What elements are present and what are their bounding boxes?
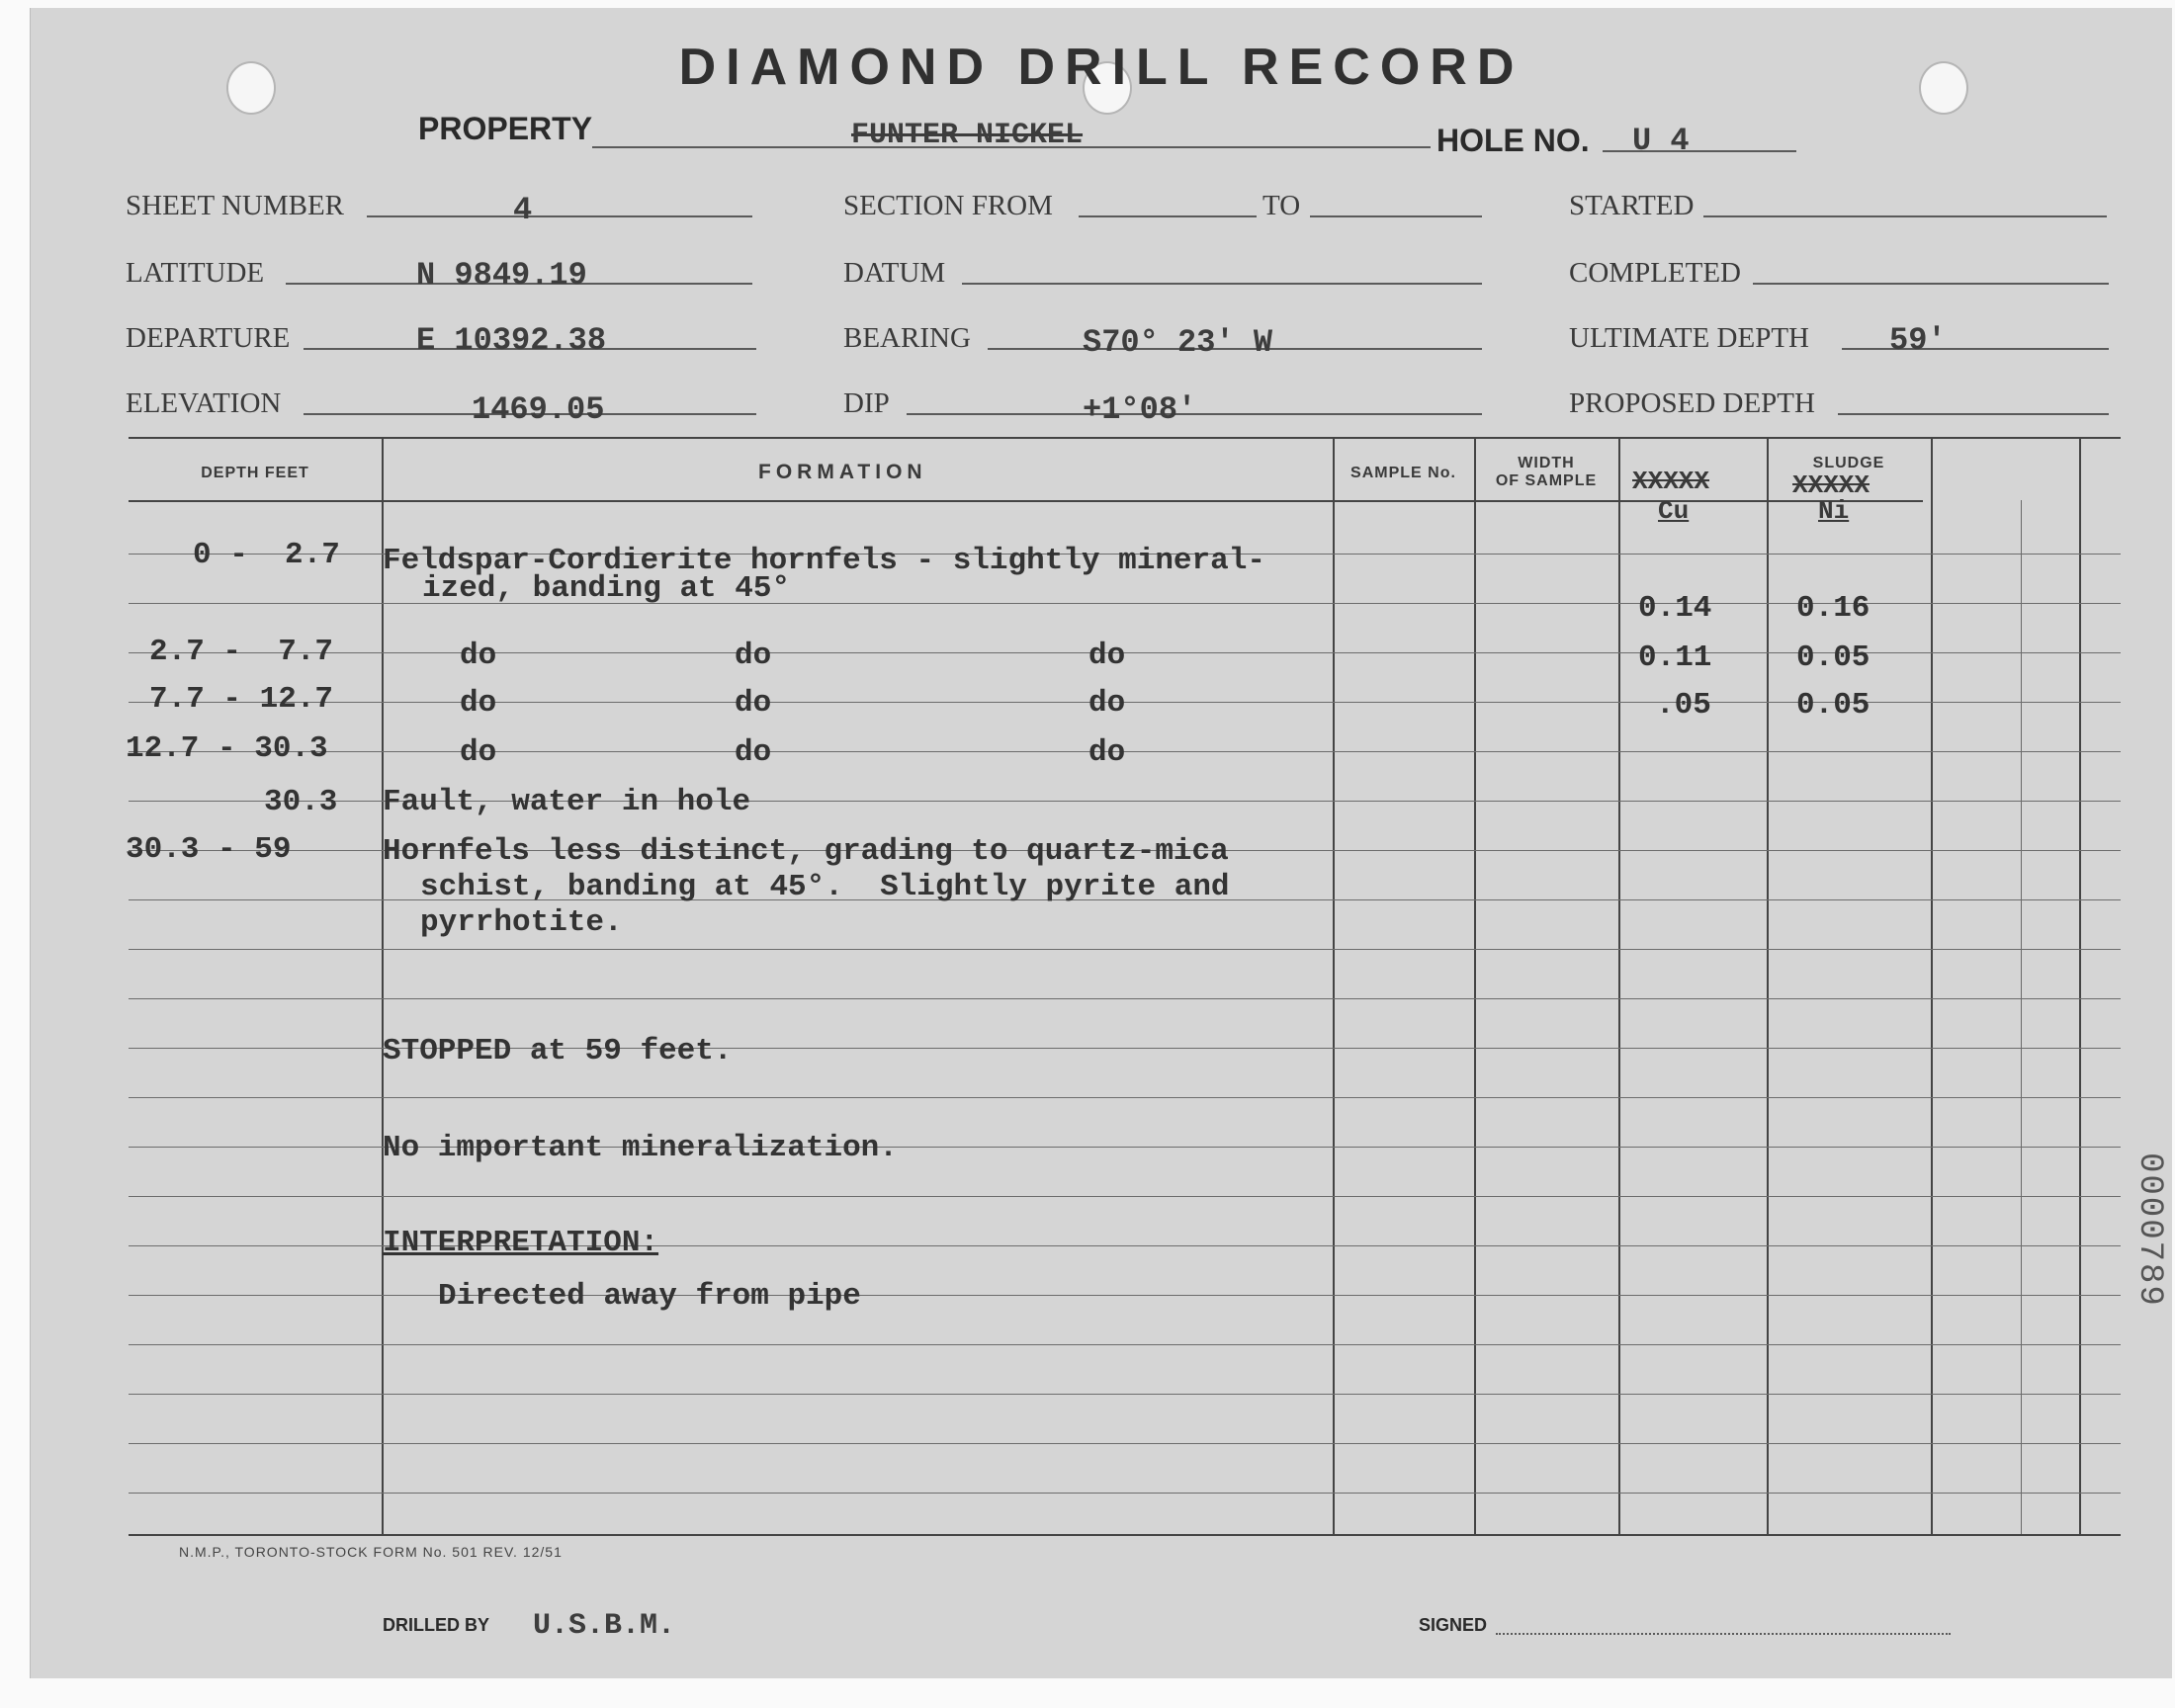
col-divider-formation (1333, 437, 1335, 1534)
col-divider-depth (382, 437, 384, 1534)
ni-value: 0.05 (1796, 640, 1870, 675)
ruled-line (129, 998, 2121, 999)
signed-line[interactable] (1496, 1633, 1951, 1635)
formation-text: ized, banding at 45° (422, 571, 791, 606)
header-formation: FORMATION (758, 461, 927, 483)
header-ni: Ni (1818, 496, 1850, 526)
ultimate-depth-value[interactable]: 59' (1889, 322, 1947, 359)
drilled-by-value[interactable]: U.S.B.M. (533, 1609, 676, 1643)
ruled-line (129, 1097, 2121, 1098)
header-sample-no: SAMPLE No. (1350, 465, 1456, 481)
elevation-value[interactable]: 1469.05 (472, 391, 605, 428)
table-bottom-border (129, 1534, 2121, 1536)
header-depth-feet: DEPTH FEET (201, 465, 309, 481)
col-divider-sample (1474, 437, 1476, 1534)
cu-value: 0.14 (1638, 591, 1712, 626)
depth-cell: 7.7 - 12.7 (149, 682, 334, 717)
ditto-mark: do (735, 735, 772, 770)
ditto-mark: do (735, 639, 772, 673)
ditto-mark: do (460, 735, 497, 770)
completed-line (1753, 283, 2109, 285)
ditto-mark: do (460, 639, 497, 673)
started-label: STARTED (1569, 190, 1695, 221)
signed-label: SIGNED (1419, 1615, 1488, 1635)
header-sludge: SLUDGE (1812, 455, 1885, 471)
datum-label: DATUM (843, 257, 946, 289)
ruled-line (129, 949, 2121, 950)
latitude-label: LATITUDE (126, 257, 265, 289)
ditto-mark: do (735, 686, 772, 721)
proposed-depth-line (1838, 413, 2109, 415)
sheet-number-value[interactable]: 4 (513, 192, 533, 228)
ruled-line (129, 1344, 2121, 1345)
depth-cell: 2.7 - 7.7 (149, 635, 334, 669)
ruled-line (129, 1493, 2121, 1494)
departure-value[interactable]: E 10392.38 (416, 322, 607, 359)
form-title: DIAMOND DRILL RECORD (678, 39, 1524, 96)
ni-value: 0.05 (1796, 688, 1870, 723)
started-line (1703, 215, 2107, 217)
formation-text: Feldspar-Cordierite hornfels - slightly mineral- (383, 544, 1265, 578)
ultimate-depth-label: ULTIMATE DEPTH (1569, 322, 1810, 354)
ni-value: 0.16 (1796, 591, 1870, 626)
depth-cell: 30.3 - 59 (126, 832, 292, 867)
col-divider-cu (1767, 437, 1769, 1534)
bearing-label: BEARING (843, 322, 971, 354)
sheet-number-label: SHEET NUMBER (126, 190, 345, 221)
completed-label: COMPLETED (1569, 257, 1741, 289)
ditto-mark: do (1088, 639, 1126, 673)
ruled-line (129, 1394, 2121, 1395)
table-top-border (129, 437, 2121, 439)
col-divider-last (2079, 437, 2081, 1534)
depth-cell: 12.7 - 30.3 (126, 731, 328, 766)
formation-text: pyrrhotite. (420, 905, 623, 940)
col-divider-width (1618, 437, 1620, 1534)
section-to-label: TO (1262, 190, 1301, 221)
interpretation-heading: INTERPRETATION: (383, 1226, 659, 1260)
departure-label: DEPARTURE (126, 322, 291, 354)
header-cu: Cu (1658, 496, 1690, 526)
ruled-line (129, 1443, 2121, 1444)
property-label: PROPERTY (418, 111, 593, 146)
formation-text: Hornfels less distinct, grading to quartz-mica (383, 834, 1229, 869)
dip-value[interactable]: +1°08' (1083, 391, 1197, 428)
side-stamp-number: 0000789 (2131, 1153, 2168, 1308)
cu-value: .05 (1656, 688, 1711, 723)
hole-no-label: HOLE NO. (1436, 123, 1590, 158)
formation-text: Fault, water in hole (383, 785, 751, 819)
ruled-line (129, 1295, 2121, 1296)
col-divider-ni (1931, 437, 1933, 1534)
form-number: N.M.P., TORONTO-STOCK FORM No. 501 REV. 12/51 (179, 1544, 563, 1560)
cu-value: 0.11 (1638, 640, 1712, 675)
stopped-note: STOPPED at 59 feet. (383, 1034, 733, 1068)
ditto-mark: do (1088, 735, 1126, 770)
header-ni-struck: XXXXX (1792, 470, 1870, 500)
sheet-number-line (367, 215, 752, 217)
bearing-value[interactable]: S70° 23' W (1083, 324, 1273, 361)
hole-no-value[interactable]: U 4 (1632, 123, 1690, 159)
ultimate-depth-line (1842, 348, 2109, 350)
proposed-depth-label: PROPOSED DEPTH (1569, 387, 1815, 419)
section-from-line (1079, 215, 1257, 217)
section-to-line (1310, 215, 1482, 217)
elevation-label: ELEVATION (126, 387, 282, 419)
col-divider-extra (2021, 500, 2022, 1534)
datum-line (962, 283, 1482, 285)
ditto-mark: do (460, 686, 497, 721)
table-header-border (129, 500, 1923, 502)
latitude-value[interactable]: N 9849.19 (416, 257, 587, 294)
header-width: WIDTH (1518, 455, 1575, 471)
drill-record-sheet (30, 8, 2172, 1678)
section-from-label: SECTION FROM (843, 190, 1053, 221)
dip-label: DIP (843, 387, 890, 419)
drilled-by-label: DRILLED BY (383, 1615, 489, 1635)
property-value[interactable]: FUNTER NICKEL (851, 119, 1084, 152)
ruled-line (129, 1196, 2121, 1197)
formation-text: schist, banding at 45°. Slightly pyrite and (420, 870, 1230, 904)
header-cu-struck: XXXXX (1632, 467, 1710, 496)
depth-cell: 0 - 2.7 (193, 538, 340, 572)
ditto-mark: do (1088, 686, 1126, 721)
header-of-sample: OF SAMPLE (1495, 472, 1598, 489)
interpretation-text: Directed away from pipe (438, 1279, 861, 1314)
mineralization-note: No important mineralization. (383, 1131, 898, 1165)
depth-cell: 30.3 (264, 785, 338, 819)
